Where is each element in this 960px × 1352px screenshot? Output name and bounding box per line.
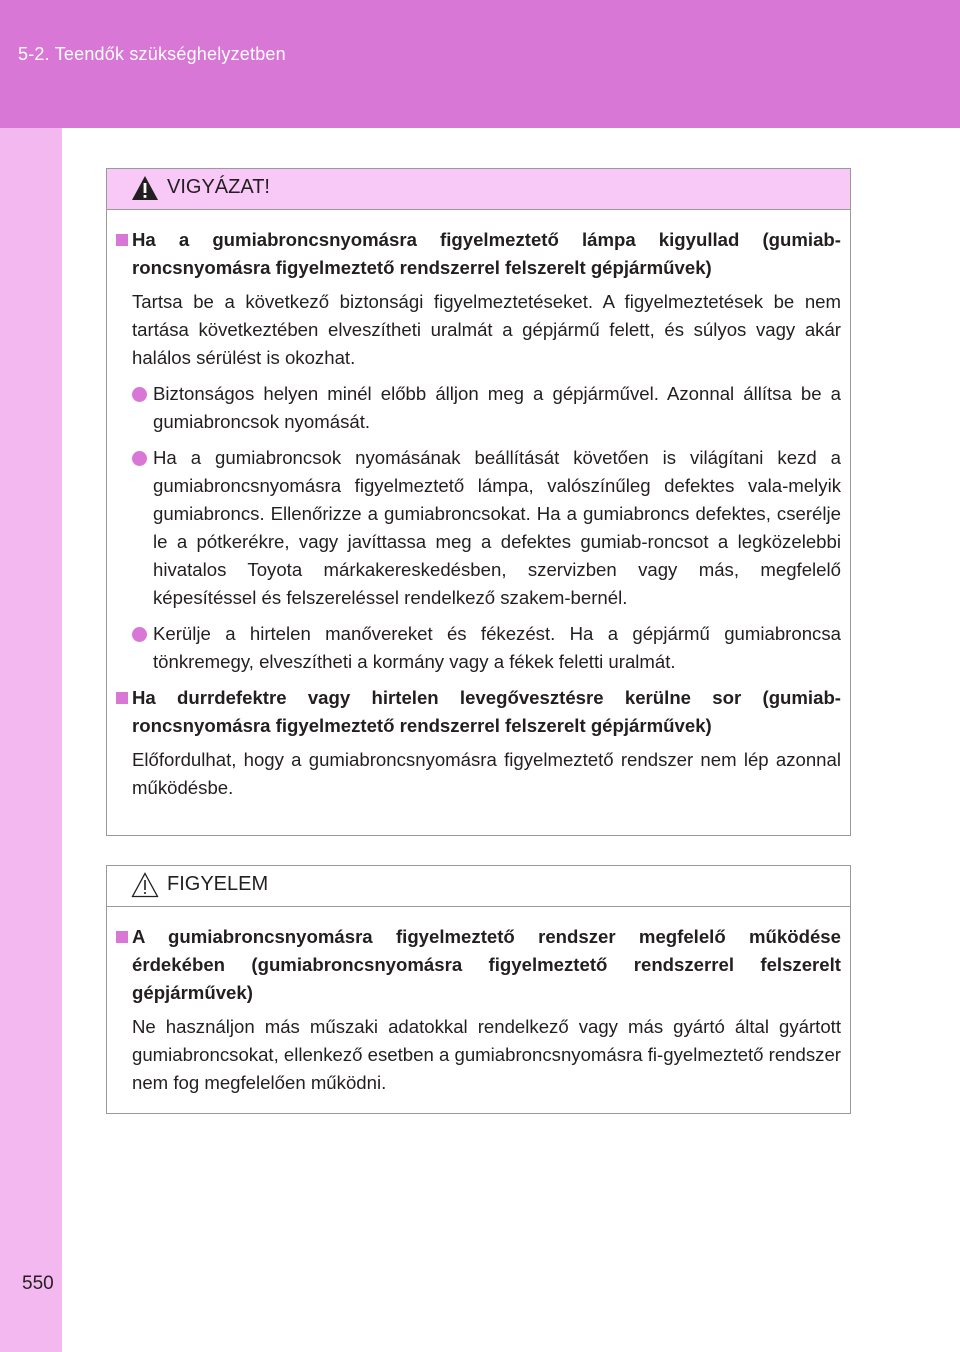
- notice-box-body: [107, 907, 850, 1097]
- notice-box-title: FIGYELEM: [167, 873, 269, 895]
- round-bullet-icon: [132, 451, 147, 466]
- square-bullet-icon: [116, 234, 128, 246]
- warning-heading-1: [116, 226, 841, 282]
- warning-box-header: [107, 169, 850, 210]
- warning-paragraph-2: Előfordulhat, hogy a gumiabroncsnyomásra figyelmeztető rendszer nem lép azonnal működésbe.: [132, 749, 841, 798]
- notice-heading-1: [116, 923, 841, 1007]
- warning-bullet-3: [116, 620, 841, 676]
- warning-bullet-1: [116, 380, 841, 436]
- warning-bullet-2: [116, 444, 841, 612]
- round-bullet-icon: [132, 627, 147, 642]
- warning-box: [106, 168, 851, 836]
- square-bullet-icon: [116, 931, 128, 943]
- round-bullet-icon: [132, 387, 147, 402]
- header-band: [0, 0, 960, 128]
- warning-triangle-outline-icon: [131, 872, 159, 898]
- page-number: 550: [22, 1273, 54, 1294]
- warning-bullet-2-text: Ha a gumiabroncsok nyomásának beállítását követően is világítani kezd a gumiabroncsnyomásra figyelmeztető lámpa, valószínűleg defektes vala-melyik gumiabroncs. Ellenőrizze a gumiabroncsokat. Ha a gumiabroncs defektes, cserélje le a pótkerékre, vagy javíttassa meg a defektes gumiab-roncsot a legközelebbi hivatalos Toyota márkakereskedésben, szervizben vagy más, megfelelő képesítéssel és felszereléssel rendelkező szakem-bernél.: [153, 447, 841, 608]
- section-title: 5-2. Teendők szükséghelyzetben: [18, 44, 286, 64]
- square-bullet-icon: [116, 692, 128, 704]
- warning-bullet-3-text: Kerülje a hirtelen manővereket és fékezést. Ha a gépjármű gumiabroncsa tönkremegy, elveszítheti a kormány vagy a fékek feletti uralmát.: [153, 623, 841, 672]
- warning-heading-1-text: Ha a gumiabroncsnyomásra figyelmeztető lámpa kigyullad (gumiab-roncsnyomásra figyelmeztető rendszerrel felszerelt gépjárművek): [132, 229, 841, 278]
- warning-bullet-1-text: Biztonságos helyen minél előbb álljon meg a gépjárművel. Azonnal állítsa be a gumiabroncsok nyomását.: [153, 383, 841, 432]
- warning-heading-2: [116, 684, 841, 740]
- warning-box-title: VIGYÁZAT!: [167, 176, 270, 198]
- notice-box: [106, 865, 851, 1114]
- warning-heading-2-text: Ha durrdefektre vagy hirtelen levegővesztésre kerülne sor (gumiab-roncsnyomásra figyelmeztető rendszerrel felszerelt gépjárművek): [132, 687, 841, 736]
- warning-box-body: [107, 210, 850, 802]
- notice-box-header: [107, 866, 850, 907]
- warning-triangle-filled-icon: [131, 175, 159, 201]
- notice-heading-1-text: A gumiabroncsnyomásra figyelmeztető rendszer megfelelő működése érdekében (gumiabroncsnyomásra figyelmeztető rendszerrel felszerelt gépjárművek): [132, 926, 841, 1003]
- warning-paragraph-1: Tartsa be a következő biztonsági figyelmeztetéseket. A figyelmeztetések be nem tartása következtében elveszítheti uralmát a gépjármű felett, és súlyos vagy akár halálos sérülést is okozhat.: [132, 291, 841, 368]
- side-strip: [0, 128, 62, 1352]
- notice-paragraph-1: Ne használjon más műszaki adatokkal rendelkező vagy más gyártó által gyártott gumiabroncsokat, ellenkező esetben a gumiabroncsnyomásra fi-gyelmeztető rendszer nem fog megfelelően működni.: [132, 1016, 841, 1093]
